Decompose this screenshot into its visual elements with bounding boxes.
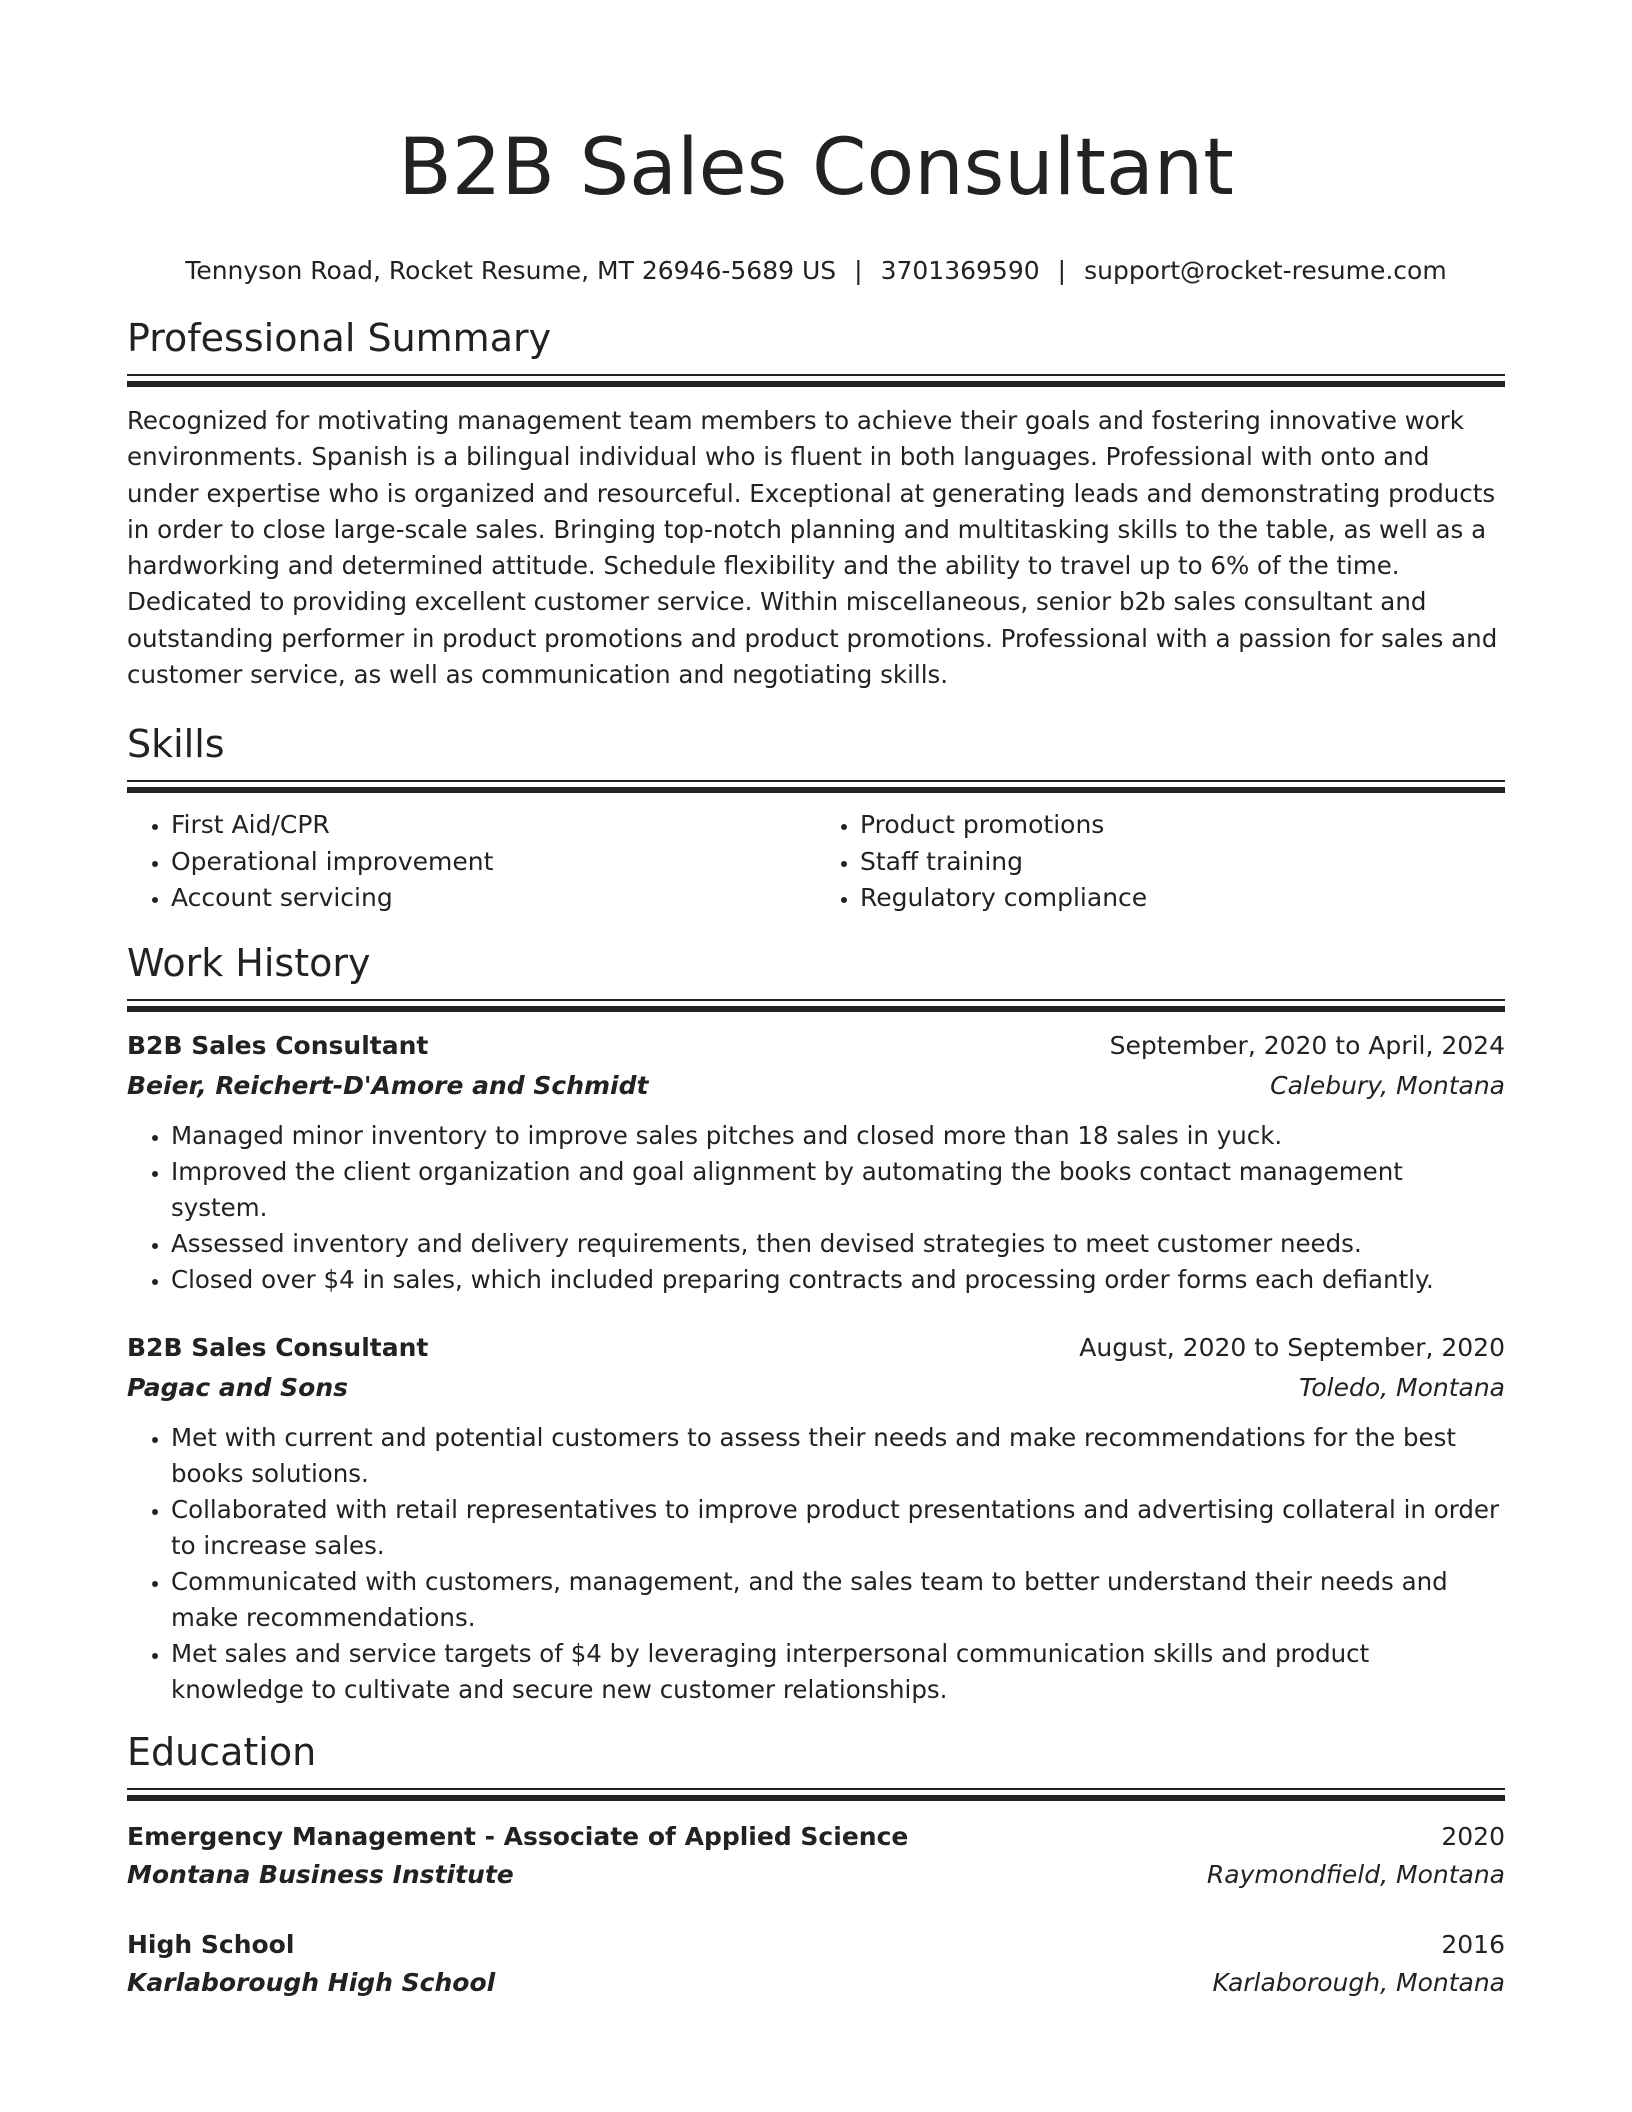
job-location: Calebury, Montana: [1270, 1070, 1505, 1100]
skill-item: • Account servicing: [171, 880, 816, 917]
contact-address: Tennyson Road, Rocket Resume, MT 26946-5689 US: [185, 256, 837, 285]
education-location: Raymondfield, Montana: [1206, 1859, 1505, 1889]
education-header: [127, 1927, 1505, 1963]
skill-item: • Operational improvement: [171, 844, 816, 881]
job-entry: [127, 1330, 1505, 1708]
duty-item: • Assessed inventory and delivery requirements, then devised strategies to meet customer needs.: [171, 1226, 1505, 1262]
duty-item: • Collaborated with retail representatives to improve product presentations and advertising collateral in order to increase sales.: [171, 1492, 1505, 1564]
job-location: Toledo, Montana: [1299, 1372, 1505, 1402]
resume-name: B2B Sales Consultant: [398, 123, 1234, 213]
job-header: [127, 1028, 1505, 1064]
section-title-skills: Skills: [127, 722, 225, 767]
work-history-section: [127, 939, 1505, 1708]
contact-line: [127, 254, 1505, 288]
job-company: Pagac and Sons: [127, 1372, 349, 1402]
job-header: [127, 1330, 1505, 1366]
job-subheader: [127, 1370, 1505, 1406]
skill-item: • Regulatory compliance: [860, 880, 1505, 917]
duty-item: • Closed over $4 in sales, which included preparing contracts and processing order forms each defiantly.: [171, 1262, 1505, 1298]
education-school: Karlaborough High School: [127, 1967, 496, 1997]
section-title-work: Work History: [127, 940, 371, 985]
duty-item: • Met with current and potential customers to assess their needs and make recommendations for the best books solutions.: [171, 1420, 1505, 1492]
section-title-summary: Professional Summary: [127, 316, 552, 360]
job-duties: [127, 1420, 1505, 1708]
job-dates: August, 2020 to September, 2020: [1079, 1332, 1505, 1362]
skills-column-right: [816, 807, 1505, 917]
skill-item: • Product promotions: [860, 807, 1505, 844]
duty-item: • Managed minor inventory to improve sales pitches and closed more than 18 sales in yuck.: [171, 1118, 1505, 1154]
education-entry: [127, 1927, 1505, 2001]
job-entry: [127, 1028, 1505, 1298]
skill-item: • Staff training: [860, 844, 1505, 881]
education-header: [127, 1819, 1505, 1855]
job-title: B2B Sales Consultant: [127, 1332, 429, 1362]
summary-section: [127, 314, 1505, 693]
education-section: [127, 1728, 1505, 2001]
skills-column-left: [127, 807, 816, 917]
education-year: 2016: [1441, 1929, 1505, 1959]
contact-separator: |: [854, 256, 863, 285]
duty-item: • Met sales and service targets of $4 by leveraging interpersonal communication skills and product knowledge to cultivate and secure new customer relationships.: [171, 1636, 1505, 1708]
summary-text: Recognized for motivating management team members to achieve their goals and fostering innovative work environments. Spanish is a bilingual individual who is fluent in both languages. Professional with onto and under expertise who is organized and resourceful. Exceptional at generating leads and demonstrating products in order to close large-scale sales. Bringing top-notch planning and multitasking skills to the table, as well as a hardworking and determined attitude. Schedule flexibility and the ability to travel up to 6% of the time. Dedicated to providing excellent customer service. Within miscellaneous, senior b2b sales consultant and outstanding performer in product promotions and product promotions. Professional with a passion for sales and customer service, as well as communication and negotiating skills.: [127, 406, 1498, 690]
contact-email: support@rocket-resume.com: [1084, 256, 1447, 285]
section-title-education: Education: [127, 1729, 317, 1774]
job-subheader: [127, 1068, 1505, 1104]
education-subheader: [127, 1857, 1505, 1893]
duty-item: • Improved the client organization and goal alignment by automating the books contact management system.: [171, 1154, 1505, 1226]
skills-list: [127, 807, 1505, 917]
job-dates: September, 2020 to April, 2024: [1109, 1030, 1505, 1060]
education-degree: High School: [127, 1929, 295, 1959]
job-title: B2B Sales Consultant: [127, 1030, 429, 1060]
job-duties: [127, 1118, 1505, 1298]
section-divider: [127, 374, 1505, 387]
section-divider: [127, 999, 1505, 1012]
section-divider: [127, 1788, 1505, 1801]
education-degree: Emergency Management - Associate of Applied Science: [127, 1821, 909, 1851]
skill-item: • First Aid/CPR: [171, 807, 816, 844]
education-subheader: [127, 1965, 1505, 2001]
education-entry: [127, 1819, 1505, 1893]
section-divider: [127, 780, 1505, 793]
skills-section: [127, 720, 1505, 917]
contact-phone: 3701369590: [880, 256, 1040, 285]
education-location: Karlaborough, Montana: [1212, 1967, 1505, 1997]
education-year: 2020: [1441, 1821, 1505, 1851]
contact-separator: |: [1057, 256, 1067, 285]
job-company: Beier, Reichert-D'Amore and Schmidt: [127, 1070, 649, 1100]
education-school: Montana Business Institute: [127, 1859, 514, 1889]
duty-item: • Communicated with customers, management, and the sales team to better understand their needs and make recommendations.: [171, 1564, 1505, 1636]
